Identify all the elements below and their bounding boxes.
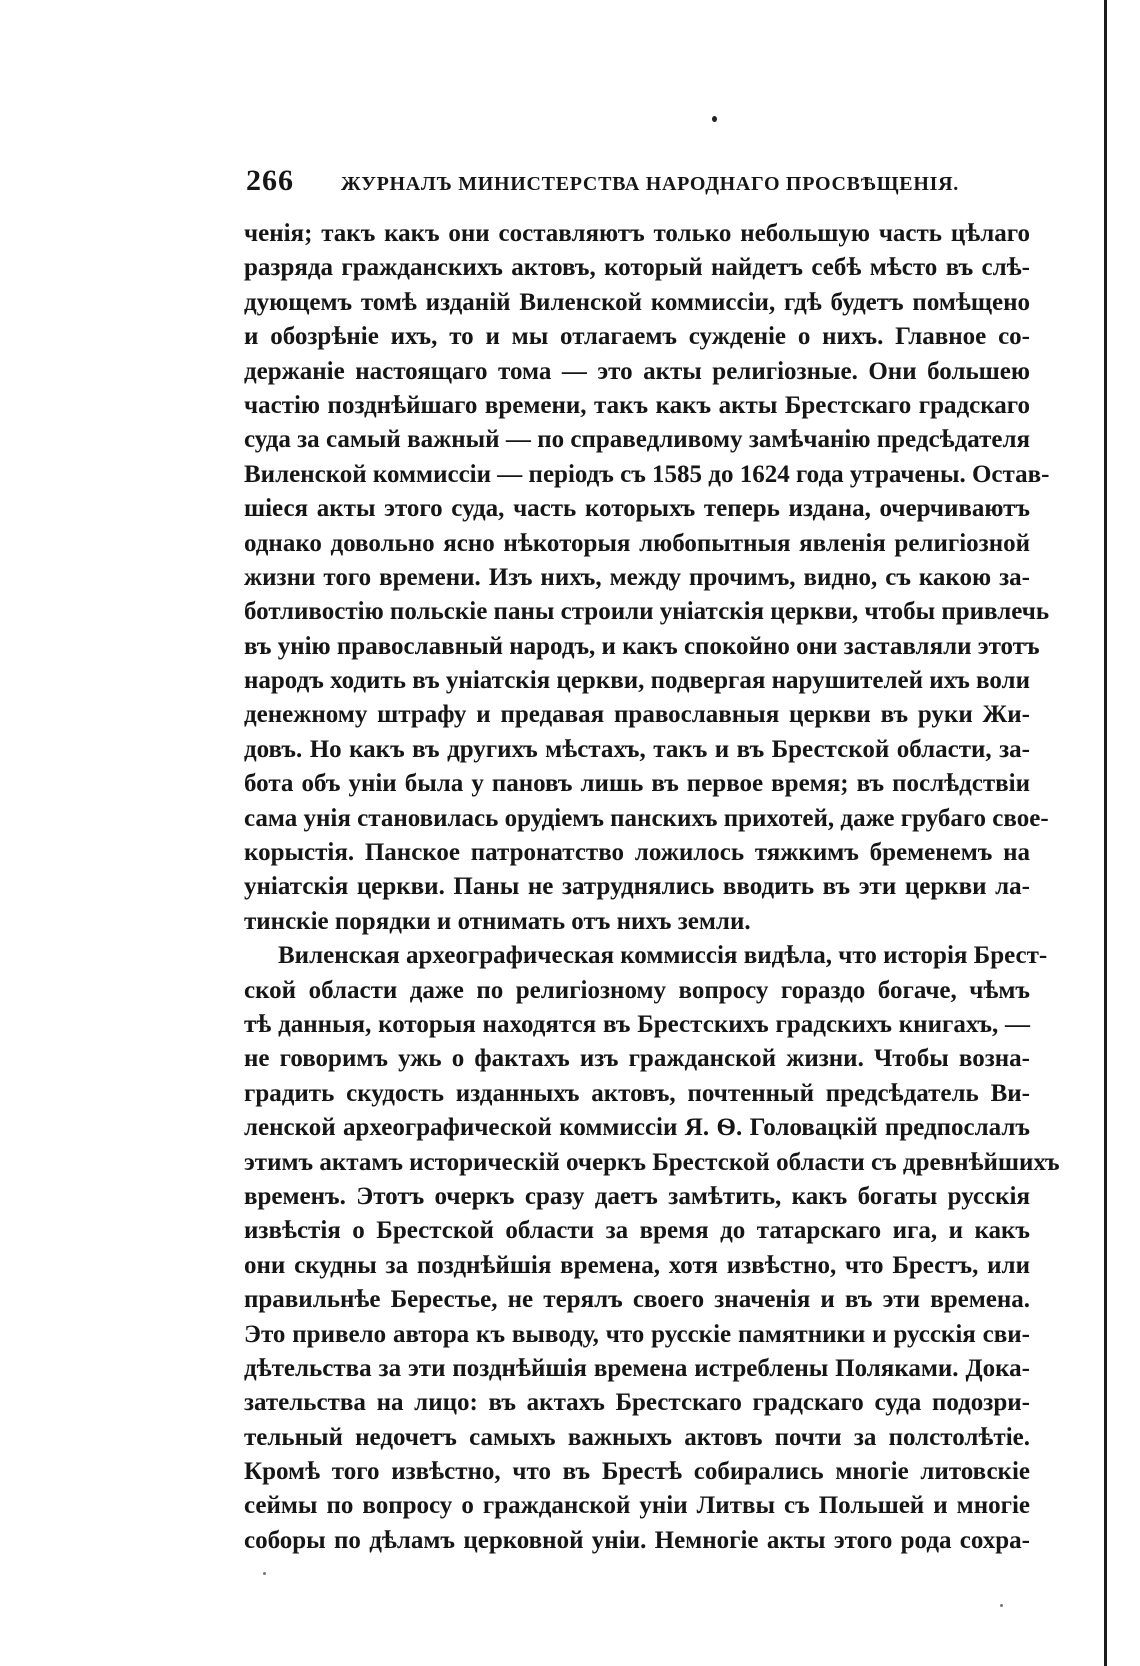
text-line: они скудны за позднѣйшія времена, хотя извѣстно, что Брестъ, или xyxy=(244,1251,1030,1279)
text-line: довъ. Но какъ въ другихъ мѣстахъ, такъ и въ Брестской области, за- xyxy=(244,735,1030,763)
text-line: тинскіе порядки и отнимать отъ нихъ земли. xyxy=(244,907,751,935)
text-line: сеймы по вопросу о гражданской уніи Литвы съ Польшей и многіе xyxy=(244,1492,1030,1520)
text-line: суда за самый важный — по справедливому замѣчанію предсѣдателя xyxy=(244,426,1030,454)
text-line: держаніе настоящаго тома — это акты религіозные. Они большею xyxy=(244,357,1030,385)
text-line: Кромѣ того извѣстно, что въ Брестѣ собирались многіе литовскіе xyxy=(244,1458,1030,1486)
page-body xyxy=(244,217,1060,1558)
text-line: Виленская археографическая коммиссія видѣла, что исторія Брест- xyxy=(278,942,1048,970)
paragraph xyxy=(244,217,1050,939)
text-line: уніатскія церкви. Паны не затруднялись вводить въ эти церкви ла- xyxy=(244,873,1030,901)
text-line: ской области даже по религіозному вопросу гораздо богаче, чѣмъ xyxy=(244,976,1030,1004)
text-line: бота объ уніи была у пановъ лишь въ первое время; въ послѣдствіи xyxy=(244,770,1030,798)
text-line: въ унію православный народъ, и какъ спокойно они заставляли этотъ xyxy=(244,632,1040,660)
text-line: корыстія. Панское патронатство ложилось тяжкимъ бременемъ на xyxy=(244,839,1030,867)
text-line: дѣтельства за эти позднѣйшія времена истреблены Поляками. Дока- xyxy=(244,1354,1030,1382)
text-line: этимъ актамъ историческій очеркъ Брестской области съ древнѣйшихъ xyxy=(244,1148,1060,1176)
text-line: Это привело автора къ выводу, что русскіе памятники и русскія сви- xyxy=(244,1320,1030,1348)
text-line: жизни того времени. Изъ нихъ, между прочимъ, видно, съ какою за- xyxy=(244,563,1030,591)
text-line: сама унія становилась орудіемъ панскихъ прихотей, даже грубаго свое- xyxy=(244,804,1049,832)
text-line: зательства на лицо: въ актахъ Брестскаго градскаго суда подозри- xyxy=(244,1389,1030,1417)
text-line: соборы по дѣламъ церковной уніи. Немногіе акты этого рода сохра- xyxy=(244,1526,1030,1554)
page-edge-line xyxy=(1104,0,1107,1666)
text-line: дующемъ томѣ изданій Виленской коммиссіи, гдѣ будетъ помѣщено xyxy=(244,288,1030,316)
text-line: Виленской коммиссіи — періодъ съ 1585 до 1624 года утрачены. Остав- xyxy=(244,460,1050,488)
text-line: тельный недочетъ самыхъ важныхъ актовъ почти за полстолѣтіе. xyxy=(244,1423,1030,1451)
text-line: народъ ходить въ уніатскія церкви, подвергая нарушителей ихъ воли xyxy=(244,667,1030,695)
text-line: градить скудость изданныхъ актовъ, почтенный предсѣдатель Ви- xyxy=(244,1079,1030,1107)
text-line: извѣстія о Брестской области за время до татарскаго ига, и какъ xyxy=(244,1217,1030,1245)
text-line: однако довольно ясно нѣкоторыя любопытныя явленія религіозной xyxy=(244,529,1030,557)
text-line: ботливостію польскіе паны строили уніатскія церкви, чтобы привлечь xyxy=(244,598,1050,626)
text-line: разряда гражданскихъ актовъ, который найдетъ себѣ мѣсто въ слѣ- xyxy=(244,254,1030,282)
text-line: ченія; такъ какъ они составляютъ только небольшую часть цѣлаго xyxy=(244,220,1030,247)
text-line: ленской археографической коммиссіи Я. Ѳ. Головацкій предпослалъ xyxy=(244,1114,1030,1142)
print-mark xyxy=(1000,1604,1003,1607)
text-line: шіеся акты этого суда, часть которыхъ теперь издана, очерчиваютъ xyxy=(244,495,1030,523)
text-line: правильнѣе Берестье, не терялъ своего значенія и въ эти времена. xyxy=(244,1286,1030,1314)
text-line: временъ. Этотъ очеркъ сразу даетъ замѣтить, какъ богаты русскія xyxy=(244,1182,1030,1210)
text-line: частію позднѣйшаго времени, такъ какъ акты Брестскаго градскаго xyxy=(244,391,1030,419)
text-line: и обозрѣніе ихъ, то и мы отлагаемъ сужденіе о нихъ. Главное со- xyxy=(244,323,1030,351)
print-mark xyxy=(712,116,717,122)
page-header xyxy=(246,164,1030,208)
text-line: денежному штрафу и предавая православныя церкви въ руки Жи- xyxy=(244,701,1030,729)
page-number: 266 xyxy=(246,164,294,197)
running-head: ЖУРНАЛЪ МИНИСТЕРСТВА НАРОДНАГО ПРОСВѢЩЕНІЯ. xyxy=(341,173,959,195)
paragraph xyxy=(244,939,1060,1558)
text-line: не говоримъ ужь о фактахъ изъ гражданской жизни. Чтобы возна- xyxy=(244,1045,1030,1073)
print-mark xyxy=(263,1572,266,1575)
text-line: тѣ данныя, которыя находятся въ Брестскихъ градскихъ книгахъ, — xyxy=(244,1010,1030,1038)
